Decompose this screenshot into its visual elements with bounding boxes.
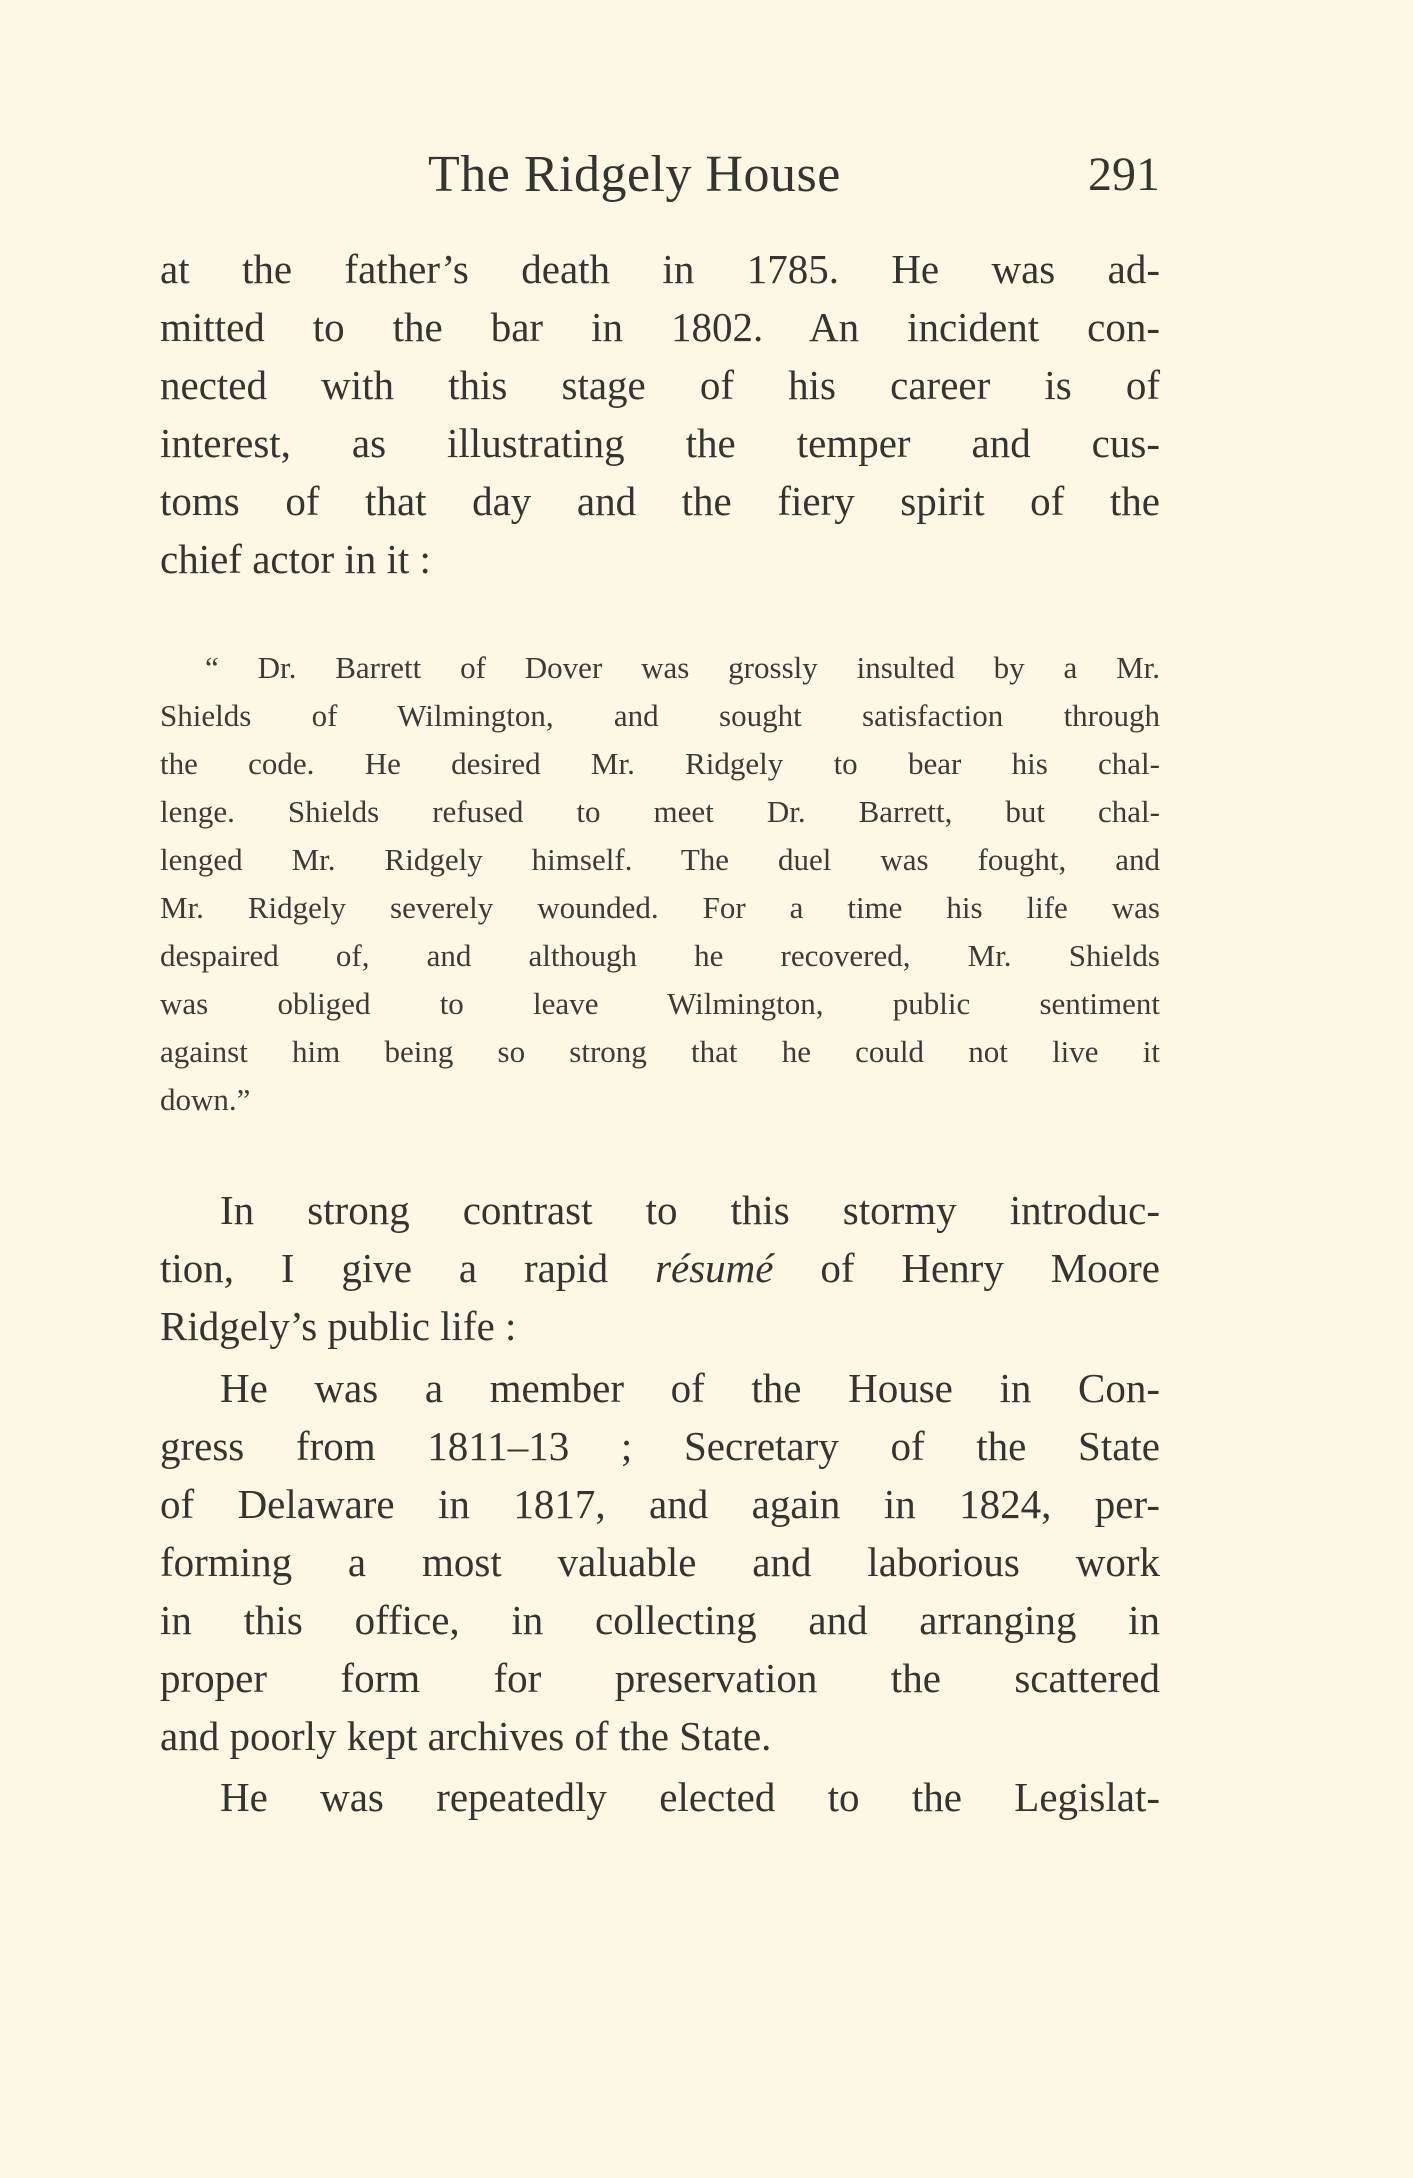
quotation-line: Mr. Ridgely severely wounded. For a time his life was	[160, 890, 1160, 925]
text-run: tion, I give a rapid	[160, 1245, 656, 1291]
body-text-line: In strong contrast to this stormy introduc-	[220, 1187, 1160, 1233]
body-text-line: gress from 1811–13 ; Secretary of the State	[160, 1423, 1160, 1469]
text-run: of Henry Moore	[773, 1245, 1161, 1291]
quotation-line: the code. He desired Mr. Ridgely to bear his chal-	[160, 746, 1160, 781]
body-text-line: of Delaware in 1817, and again in 1824, per-	[160, 1481, 1160, 1527]
body-text-line: at the father’s death in 1785. He was ad-	[160, 246, 1160, 292]
body-text-line: chief actor in it :	[160, 536, 431, 582]
quotation-line: Shields of Wilmington, and sought satisfaction through	[160, 698, 1160, 733]
body-text-line: mitted to the bar in 1802. An incident con-	[160, 304, 1160, 350]
running-head	[160, 140, 1160, 210]
quotation-line: against him being so strong that he could not live it	[160, 1034, 1160, 1069]
body-text-line: He was a member of the House in Con-	[220, 1365, 1160, 1411]
quotation-line: was obliged to leave Wilmington, public sentiment	[160, 986, 1160, 1021]
body-text-line: proper form for preservation the scattered	[160, 1655, 1160, 1701]
body-text-line: forming a most valuable and laborious work	[160, 1539, 1160, 1585]
quotation-line: “ Dr. Barrett of Dover was grossly insulted by a Mr.	[205, 650, 1160, 685]
quotation-line: despaired of, and although he recovered, Mr. Shields	[160, 938, 1160, 973]
body-text-line: nected with this stage of his career is of	[160, 362, 1160, 408]
body-text-line: He was repeatedly elected to the Legislat-	[220, 1774, 1160, 1820]
body-text-line: toms of that day and the fiery spirit of the	[160, 478, 1160, 524]
body-text-line: and poorly kept archives of the State.	[160, 1713, 772, 1759]
body-text-line: interest, as illustrating the temper and cus-	[160, 420, 1160, 466]
quotation-line: lenged Mr. Ridgely himself. The duel was fought, and	[160, 842, 1160, 877]
body-text-line	[160, 1239, 1160, 1297]
body-text-line: in this office, in collecting and arranging in	[160, 1597, 1160, 1643]
body-text-line: Ridgely’s public life :	[160, 1303, 517, 1349]
running-title: The Ridgely House	[428, 146, 841, 203]
quotation-line: lenge. Shields refused to meet Dr. Barrett, but chal-	[160, 794, 1160, 829]
italic-term: résumé	[655, 1245, 774, 1291]
page-number: 291	[1088, 148, 1160, 201]
quotation-line: down.”	[160, 1082, 251, 1117]
